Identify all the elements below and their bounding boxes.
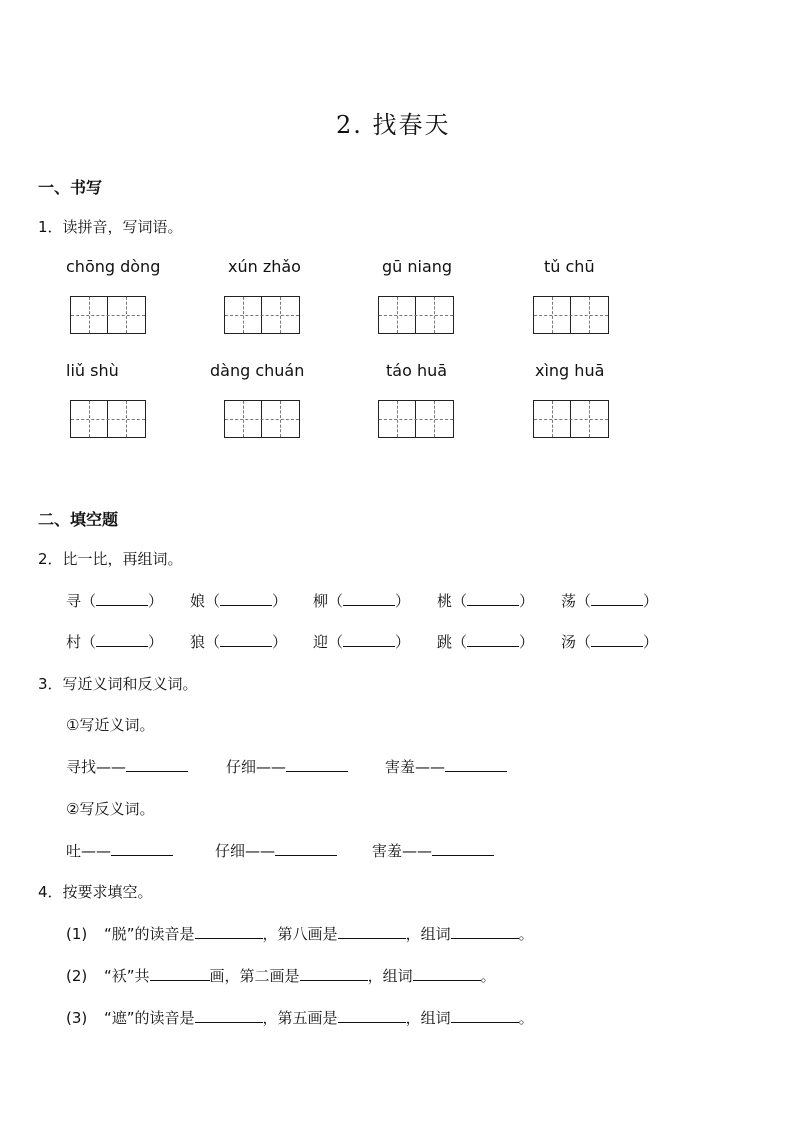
antonym-item: 害羞—— [372,840,494,861]
compare-item: 柳（ ） [313,592,411,610]
compare-item: 跳（ ） [437,633,535,651]
answer-blank[interactable] [195,924,263,939]
compare-item: 寻（ ） [66,592,164,610]
writing-grid[interactable] [224,400,300,438]
question-3-prompt: 3．写近义词和反义词。 [38,675,198,693]
answer-blank[interactable] [220,591,272,606]
section-heading-writing: 一、书写 [38,178,103,197]
compare-item: 荡（ ） [561,592,659,610]
pinyin-label: xìng huā [535,361,605,380]
compare-item: 汤（ ） [561,633,659,651]
pinyin-label: gū niang [382,257,453,276]
answer-blank[interactable] [467,632,519,647]
synonym-item: 仔细—— [226,756,348,777]
answer-blank[interactable] [275,841,337,856]
answer-blank[interactable] [300,966,368,981]
writing-grid[interactable] [533,296,609,334]
writing-grid[interactable] [533,400,609,438]
page-title: 2. 找春天 [336,111,451,139]
antonym-item: 仔细—— [215,840,337,861]
antonym-item: 吐—— [66,840,173,861]
writing-grid[interactable] [70,400,146,438]
answer-blank[interactable] [451,1008,519,1023]
question-4-prompt: 4．按要求填空。 [38,883,153,901]
answer-blank[interactable] [451,924,519,939]
compare-item: 村（ ） [66,633,164,651]
question-1-prompt: 1．读拼音，写词语。 [38,218,183,236]
answer-blank[interactable] [111,841,173,856]
synonym-item: 害羞—— [385,756,507,777]
section-heading-fill-blank: 二、填空题 [38,510,119,529]
pinyin-label: xún zhǎo [228,257,301,276]
answer-blank[interactable] [591,632,643,647]
fill-item: (2) “袄”共 画，第二画是 ，组词 。 [66,967,496,985]
answer-blank[interactable] [467,591,519,606]
synonym-subheading: ①写近义词。 [66,716,155,734]
writing-grid[interactable] [224,296,300,334]
answer-blank[interactable] [343,591,395,606]
answer-blank[interactable] [150,966,210,981]
pinyin-label: dàng chuán [210,361,305,380]
pinyin-label: tǔ chū [544,257,595,276]
answer-blank[interactable] [338,1008,406,1023]
writing-grid[interactable] [70,296,146,334]
pinyin-label: chōng dòng [66,257,161,276]
compare-item: 狼（ ） [190,633,288,651]
answer-blank[interactable] [338,924,406,939]
answer-blank[interactable] [195,1008,263,1023]
pinyin-label: táo huā [386,361,448,380]
answer-blank[interactable] [96,632,148,647]
answer-blank[interactable] [591,591,643,606]
answer-blank[interactable] [126,757,188,772]
synonym-item: 寻找—— [66,756,188,777]
writing-grid[interactable] [378,400,454,438]
writing-grid[interactable] [378,296,454,334]
compare-item: 桃（ ） [437,592,535,610]
fill-item: (1) “脱”的读音是 ，第八画是 ，组词 。 [66,925,534,943]
compare-item: 娘（ ） [190,592,288,610]
answer-blank[interactable] [445,757,507,772]
fill-item: (3) “遮”的读音是 ，第五画是 ，组词 。 [66,1009,534,1027]
antonym-subheading: ②写反义词。 [66,800,155,818]
compare-item: 迎（ ） [313,633,411,651]
answer-blank[interactable] [343,632,395,647]
answer-blank[interactable] [220,632,272,647]
answer-blank[interactable] [413,966,481,981]
answer-blank[interactable] [286,757,348,772]
question-2-prompt: 2．比一比，再组词。 [38,550,183,568]
answer-blank[interactable] [432,841,494,856]
pinyin-label: liǔ shù [66,361,119,380]
answer-blank[interactable] [96,591,148,606]
